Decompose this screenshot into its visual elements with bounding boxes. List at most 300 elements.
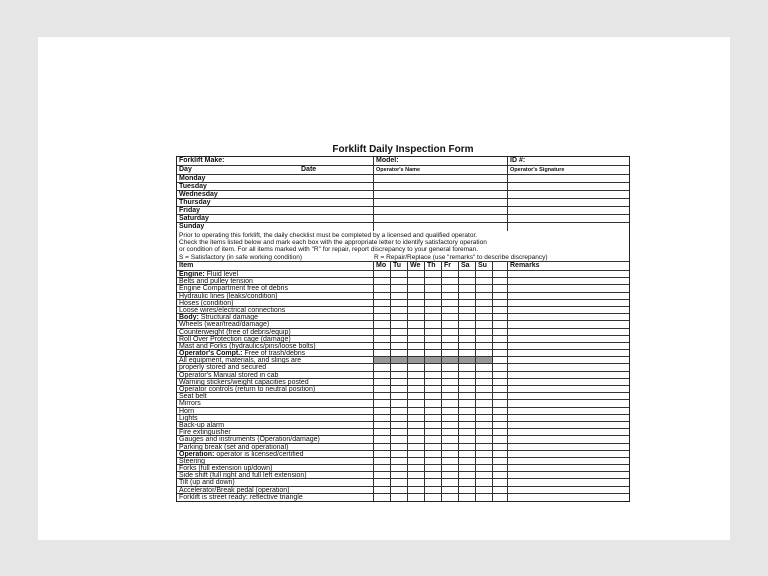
check-box[interactable]	[408, 436, 424, 442]
check-box[interactable]	[425, 400, 441, 406]
check-box[interactable]	[476, 393, 492, 399]
check-box[interactable]	[442, 321, 458, 327]
check-box[interactable]	[391, 422, 407, 428]
check-box[interactable]	[408, 336, 424, 342]
remarks-field[interactable]	[508, 451, 628, 457]
check-box[interactable]	[425, 429, 441, 435]
instruction-line: Check the items listed below and mark each box with the appropriate letter to identify satisfactory operation	[179, 239, 487, 247]
check-box[interactable]	[459, 357, 475, 363]
check-box[interactable]	[459, 494, 475, 501]
operator-signature-field[interactable]	[508, 191, 628, 198]
check-box[interactable]	[476, 307, 492, 313]
check-box[interactable]	[459, 372, 475, 378]
remarks-field[interactable]	[508, 487, 628, 493]
check-box[interactable]	[459, 343, 475, 349]
item-row	[177, 393, 629, 400]
check-box[interactable]	[425, 364, 441, 370]
item-label	[177, 400, 372, 406]
check-box[interactable]	[459, 472, 475, 478]
check-box[interactable]	[442, 364, 458, 370]
check-box[interactable]	[442, 429, 458, 435]
check-box[interactable]	[425, 386, 441, 392]
check-box[interactable]	[476, 314, 492, 320]
check-box[interactable]	[442, 444, 458, 450]
item-label	[177, 329, 372, 335]
check-box[interactable]	[374, 465, 390, 471]
item-text: All equipment, materials, and slings are	[179, 357, 302, 364]
check-box[interactable]	[476, 372, 492, 378]
check-box[interactable]	[459, 451, 475, 457]
check-box[interactable]	[374, 444, 390, 450]
check-box[interactable]	[408, 278, 424, 284]
check-box[interactable]	[425, 285, 441, 291]
check-box[interactable]	[391, 300, 407, 306]
item-text: Structural damage	[198, 314, 258, 321]
check-box[interactable]	[442, 293, 458, 299]
check-box[interactable]	[442, 386, 458, 392]
check-box[interactable]	[408, 285, 424, 291]
item-text: Lights	[179, 414, 198, 421]
check-box[interactable]	[408, 350, 424, 356]
remarks-field[interactable]	[508, 357, 628, 363]
operator-signature-field[interactable]	[508, 223, 628, 231]
check-box[interactable]	[476, 321, 492, 327]
check-box[interactable]	[374, 364, 390, 370]
check-box[interactable]	[391, 336, 407, 342]
check-box[interactable]	[476, 472, 492, 478]
check-box[interactable]	[476, 278, 492, 284]
remarks-field[interactable]	[508, 465, 628, 471]
check-box[interactable]	[408, 357, 424, 363]
check-box[interactable]	[459, 329, 475, 335]
check-box[interactable]	[425, 451, 441, 457]
check-box[interactable]	[391, 357, 407, 363]
item-text: Fluid level	[204, 271, 239, 278]
operator-name-field[interactable]	[374, 207, 507, 214]
remarks-field[interactable]	[508, 372, 628, 378]
remarks-field[interactable]	[508, 408, 628, 414]
check-box[interactable]	[391, 271, 407, 277]
item-row	[177, 372, 629, 379]
check-box[interactable]	[425, 300, 441, 306]
remarks-field[interactable]	[508, 415, 628, 421]
check-box[interactable]	[374, 379, 390, 385]
check-box[interactable]	[476, 400, 492, 406]
item-label	[177, 300, 372, 306]
check-box[interactable]	[459, 336, 475, 342]
remarks-field[interactable]	[508, 271, 628, 277]
operator-signature-field[interactable]	[508, 175, 628, 182]
check-box[interactable]	[408, 329, 424, 335]
check-box[interactable]	[408, 321, 424, 327]
check-box[interactable]	[459, 379, 475, 385]
check-box[interactable]	[442, 458, 458, 464]
check-box[interactable]	[408, 487, 424, 493]
check-box[interactable]	[476, 465, 492, 471]
check-box[interactable]	[391, 364, 407, 370]
check-box[interactable]	[408, 271, 424, 277]
remarks-field[interactable]	[508, 436, 628, 442]
check-box[interactable]	[442, 400, 458, 406]
check-box[interactable]	[442, 336, 458, 342]
check-box[interactable]	[476, 336, 492, 342]
check-box[interactable]	[374, 436, 390, 442]
check-box[interactable]	[476, 300, 492, 306]
check-box[interactable]	[391, 329, 407, 335]
check-box[interactable]	[374, 293, 390, 299]
check-box[interactable]	[442, 451, 458, 457]
item-category: Body:	[179, 314, 199, 321]
check-box[interactable]	[374, 422, 390, 428]
check-box[interactable]	[391, 494, 407, 501]
check-box[interactable]	[391, 444, 407, 450]
item-row	[177, 379, 629, 386]
check-box[interactable]	[476, 429, 492, 435]
remarks-field[interactable]	[508, 422, 628, 428]
check-box[interactable]	[442, 350, 458, 356]
check-box[interactable]	[408, 451, 424, 457]
check-box[interactable]	[425, 458, 441, 464]
check-box[interactable]	[459, 307, 475, 313]
check-box[interactable]	[391, 487, 407, 493]
check-box[interactable]	[425, 415, 441, 421]
check-box[interactable]	[476, 415, 492, 421]
check-box[interactable]	[442, 285, 458, 291]
check-box[interactable]	[374, 307, 390, 313]
check-box[interactable]	[408, 472, 424, 478]
forklift-make-label: Forklift Make:	[179, 157, 225, 164]
check-box[interactable]	[391, 379, 407, 385]
check-box[interactable]	[408, 314, 424, 320]
check-box[interactable]	[442, 307, 458, 313]
check-box[interactable]	[408, 379, 424, 385]
check-box[interactable]	[408, 400, 424, 406]
remarks-field[interactable]	[508, 307, 628, 313]
item-label	[177, 307, 372, 313]
check-box[interactable]	[408, 494, 424, 501]
check-box[interactable]	[425, 487, 441, 493]
operator-name-field[interactable]	[374, 215, 507, 222]
check-box[interactable]	[459, 293, 475, 299]
check-box[interactable]	[374, 458, 390, 464]
check-box[interactable]	[425, 314, 441, 320]
check-box[interactable]	[391, 400, 407, 406]
day-column-header: Sa	[461, 262, 470, 269]
check-box[interactable]	[425, 422, 441, 428]
check-box[interactable]	[408, 408, 424, 414]
check-box[interactable]	[408, 422, 424, 428]
check-box[interactable]	[425, 479, 441, 485]
operator-name-field[interactable]	[374, 191, 507, 198]
check-box[interactable]	[425, 372, 441, 378]
check-box[interactable]	[476, 444, 492, 450]
check-box[interactable]	[374, 400, 390, 406]
check-box[interactable]	[459, 436, 475, 442]
check-box[interactable]	[391, 278, 407, 284]
remarks-field[interactable]	[508, 393, 628, 399]
check-box[interactable]	[442, 314, 458, 320]
check-box[interactable]	[459, 487, 475, 493]
check-box[interactable]	[391, 479, 407, 485]
remarks-field[interactable]	[508, 350, 628, 356]
check-box[interactable]	[459, 350, 475, 356]
check-box[interactable]	[391, 465, 407, 471]
check-box[interactable]	[374, 479, 390, 485]
check-box[interactable]	[442, 329, 458, 335]
check-box[interactable]	[459, 422, 475, 428]
check-box[interactable]	[391, 285, 407, 291]
check-box[interactable]	[459, 415, 475, 421]
check-box[interactable]	[374, 314, 390, 320]
remarks-field[interactable]	[508, 293, 628, 299]
check-box[interactable]	[425, 293, 441, 299]
check-box[interactable]	[459, 429, 475, 435]
remarks-field[interactable]	[508, 444, 628, 450]
check-box[interactable]	[476, 285, 492, 291]
check-box[interactable]	[476, 343, 492, 349]
check-box[interactable]	[374, 393, 390, 399]
check-box[interactable]	[374, 329, 390, 335]
check-box[interactable]	[442, 393, 458, 399]
check-box[interactable]	[374, 357, 390, 363]
remarks-field[interactable]	[508, 321, 628, 327]
check-box[interactable]	[425, 278, 441, 284]
remarks-field[interactable]	[508, 479, 628, 485]
remarks-field[interactable]	[508, 494, 628, 501]
check-box[interactable]	[391, 472, 407, 478]
check-box[interactable]	[425, 444, 441, 450]
remarks-field[interactable]	[508, 472, 628, 478]
check-box[interactable]	[476, 436, 492, 442]
check-box[interactable]	[425, 357, 441, 363]
operator-name-field[interactable]	[374, 175, 507, 182]
check-box[interactable]	[391, 415, 407, 421]
check-box[interactable]	[391, 393, 407, 399]
check-box[interactable]	[391, 314, 407, 320]
remarks-field[interactable]	[508, 429, 628, 435]
check-box[interactable]	[476, 422, 492, 428]
check-box[interactable]	[374, 429, 390, 435]
check-box[interactable]	[459, 479, 475, 485]
operator-name-field[interactable]	[374, 199, 507, 206]
check-box[interactable]	[408, 364, 424, 370]
check-box[interactable]	[442, 487, 458, 493]
remarks-field[interactable]	[508, 343, 628, 349]
operator-name-field[interactable]	[374, 183, 507, 190]
remarks-field[interactable]	[508, 364, 628, 370]
check-box[interactable]	[374, 386, 390, 392]
check-box[interactable]	[425, 350, 441, 356]
check-box[interactable]	[374, 300, 390, 306]
check-box[interactable]	[459, 364, 475, 370]
operator-signature-field[interactable]	[508, 215, 628, 222]
check-box[interactable]	[425, 465, 441, 471]
remarks-field[interactable]	[508, 278, 628, 284]
check-box[interactable]	[425, 271, 441, 277]
check-box[interactable]	[374, 278, 390, 284]
check-box[interactable]	[476, 357, 492, 363]
remarks-field[interactable]	[508, 379, 628, 385]
check-box[interactable]	[408, 300, 424, 306]
check-box[interactable]	[425, 343, 441, 349]
operator-signature-field[interactable]	[508, 207, 628, 214]
item-label	[177, 451, 372, 457]
check-box[interactable]	[459, 300, 475, 306]
check-box[interactable]	[476, 408, 492, 414]
item-row	[177, 436, 629, 443]
check-box[interactable]	[442, 472, 458, 478]
item-text: Side shift (full right and full left extension)	[179, 472, 307, 479]
remarks-field[interactable]	[508, 329, 628, 335]
item-text: Parking break (set and operational)	[179, 443, 289, 450]
check-box[interactable]	[391, 429, 407, 435]
check-box[interactable]	[476, 386, 492, 392]
day-name: Sunday	[179, 223, 205, 230]
check-box[interactable]	[391, 436, 407, 442]
check-box[interactable]	[442, 379, 458, 385]
check-box[interactable]	[374, 336, 390, 342]
check-box[interactable]	[425, 436, 441, 442]
check-box[interactable]	[425, 393, 441, 399]
check-box[interactable]	[459, 458, 475, 464]
day-row	[177, 183, 629, 191]
check-box[interactable]	[391, 458, 407, 464]
check-box[interactable]	[459, 314, 475, 320]
check-box[interactable]	[442, 357, 458, 363]
check-box[interactable]	[442, 415, 458, 421]
check-box[interactable]	[459, 278, 475, 284]
check-box[interactable]	[408, 479, 424, 485]
operator-name-field[interactable]	[374, 223, 507, 231]
check-box[interactable]	[425, 494, 441, 501]
check-box[interactable]	[459, 400, 475, 406]
check-box[interactable]	[391, 293, 407, 299]
id-label: ID #:	[510, 157, 526, 164]
check-box[interactable]	[476, 271, 492, 277]
check-box[interactable]	[391, 386, 407, 392]
check-box[interactable]	[374, 321, 390, 327]
check-box[interactable]	[391, 350, 407, 356]
check-box[interactable]	[476, 379, 492, 385]
item-category: Engine:	[179, 271, 205, 278]
check-box[interactable]	[459, 271, 475, 277]
check-box[interactable]	[425, 329, 441, 335]
check-box[interactable]	[442, 479, 458, 485]
check-box[interactable]	[408, 429, 424, 435]
check-box[interactable]	[442, 465, 458, 471]
check-box[interactable]	[391, 372, 407, 378]
check-box[interactable]	[408, 293, 424, 299]
check-box[interactable]	[476, 487, 492, 493]
check-box[interactable]	[459, 393, 475, 399]
check-box[interactable]	[374, 350, 390, 356]
item-label	[177, 372, 372, 378]
check-box[interactable]	[442, 372, 458, 378]
check-box[interactable]	[374, 487, 390, 493]
check-box[interactable]	[425, 336, 441, 342]
check-box[interactable]	[459, 444, 475, 450]
remarks-field[interactable]	[508, 314, 628, 320]
check-box[interactable]	[476, 293, 492, 299]
check-box[interactable]	[476, 479, 492, 485]
check-box[interactable]	[442, 494, 458, 501]
item-label	[177, 379, 372, 385]
check-box[interactable]	[459, 386, 475, 392]
check-box[interactable]	[408, 307, 424, 313]
check-box[interactable]	[476, 458, 492, 464]
check-box[interactable]	[476, 350, 492, 356]
remarks-field[interactable]	[508, 386, 628, 392]
day-name: Saturday	[179, 215, 209, 222]
check-box[interactable]	[459, 465, 475, 471]
check-box[interactable]	[408, 465, 424, 471]
remarks-field[interactable]	[508, 458, 628, 464]
check-box[interactable]	[374, 271, 390, 277]
check-box[interactable]	[425, 307, 441, 313]
remarks-field[interactable]	[508, 300, 628, 306]
check-box[interactable]	[408, 393, 424, 399]
check-box[interactable]	[442, 343, 458, 349]
check-box[interactable]	[374, 343, 390, 349]
check-box[interactable]	[391, 307, 407, 313]
check-box[interactable]	[408, 372, 424, 378]
check-box[interactable]	[442, 300, 458, 306]
check-box[interactable]	[408, 458, 424, 464]
check-box[interactable]	[408, 386, 424, 392]
check-box[interactable]	[442, 408, 458, 414]
item-row	[177, 400, 629, 407]
remarks-field[interactable]	[508, 336, 628, 342]
check-box[interactable]	[425, 321, 441, 327]
check-box[interactable]	[442, 278, 458, 284]
check-box[interactable]	[476, 329, 492, 335]
check-box[interactable]	[408, 415, 424, 421]
check-box[interactable]	[459, 285, 475, 291]
check-box[interactable]	[476, 494, 492, 501]
check-box[interactable]	[408, 444, 424, 450]
check-box[interactable]	[374, 415, 390, 421]
check-box[interactable]	[374, 451, 390, 457]
check-box[interactable]	[476, 451, 492, 457]
check-box[interactable]	[442, 422, 458, 428]
check-box[interactable]	[391, 451, 407, 457]
check-box[interactable]	[459, 321, 475, 327]
remarks-field[interactable]	[508, 400, 628, 406]
check-box[interactable]	[391, 343, 407, 349]
check-box[interactable]	[374, 472, 390, 478]
check-box[interactable]	[442, 436, 458, 442]
check-box[interactable]	[425, 408, 441, 414]
check-box[interactable]	[374, 408, 390, 414]
check-box[interactable]	[442, 271, 458, 277]
check-box[interactable]	[391, 321, 407, 327]
check-box[interactable]	[374, 372, 390, 378]
item-label	[177, 278, 372, 284]
operator-signature-field[interactable]	[508, 199, 628, 206]
check-box[interactable]	[459, 408, 475, 414]
item-label	[177, 314, 372, 320]
remarks-field[interactable]	[508, 285, 628, 291]
check-box[interactable]	[408, 343, 424, 349]
check-box[interactable]	[391, 408, 407, 414]
check-box[interactable]	[425, 472, 441, 478]
operator-signature-field[interactable]	[508, 183, 628, 190]
check-box[interactable]	[374, 494, 390, 501]
check-box[interactable]	[374, 285, 390, 291]
item-text: Forks (full extension up/down)	[179, 465, 273, 472]
check-box[interactable]	[425, 379, 441, 385]
check-box[interactable]	[476, 364, 492, 370]
